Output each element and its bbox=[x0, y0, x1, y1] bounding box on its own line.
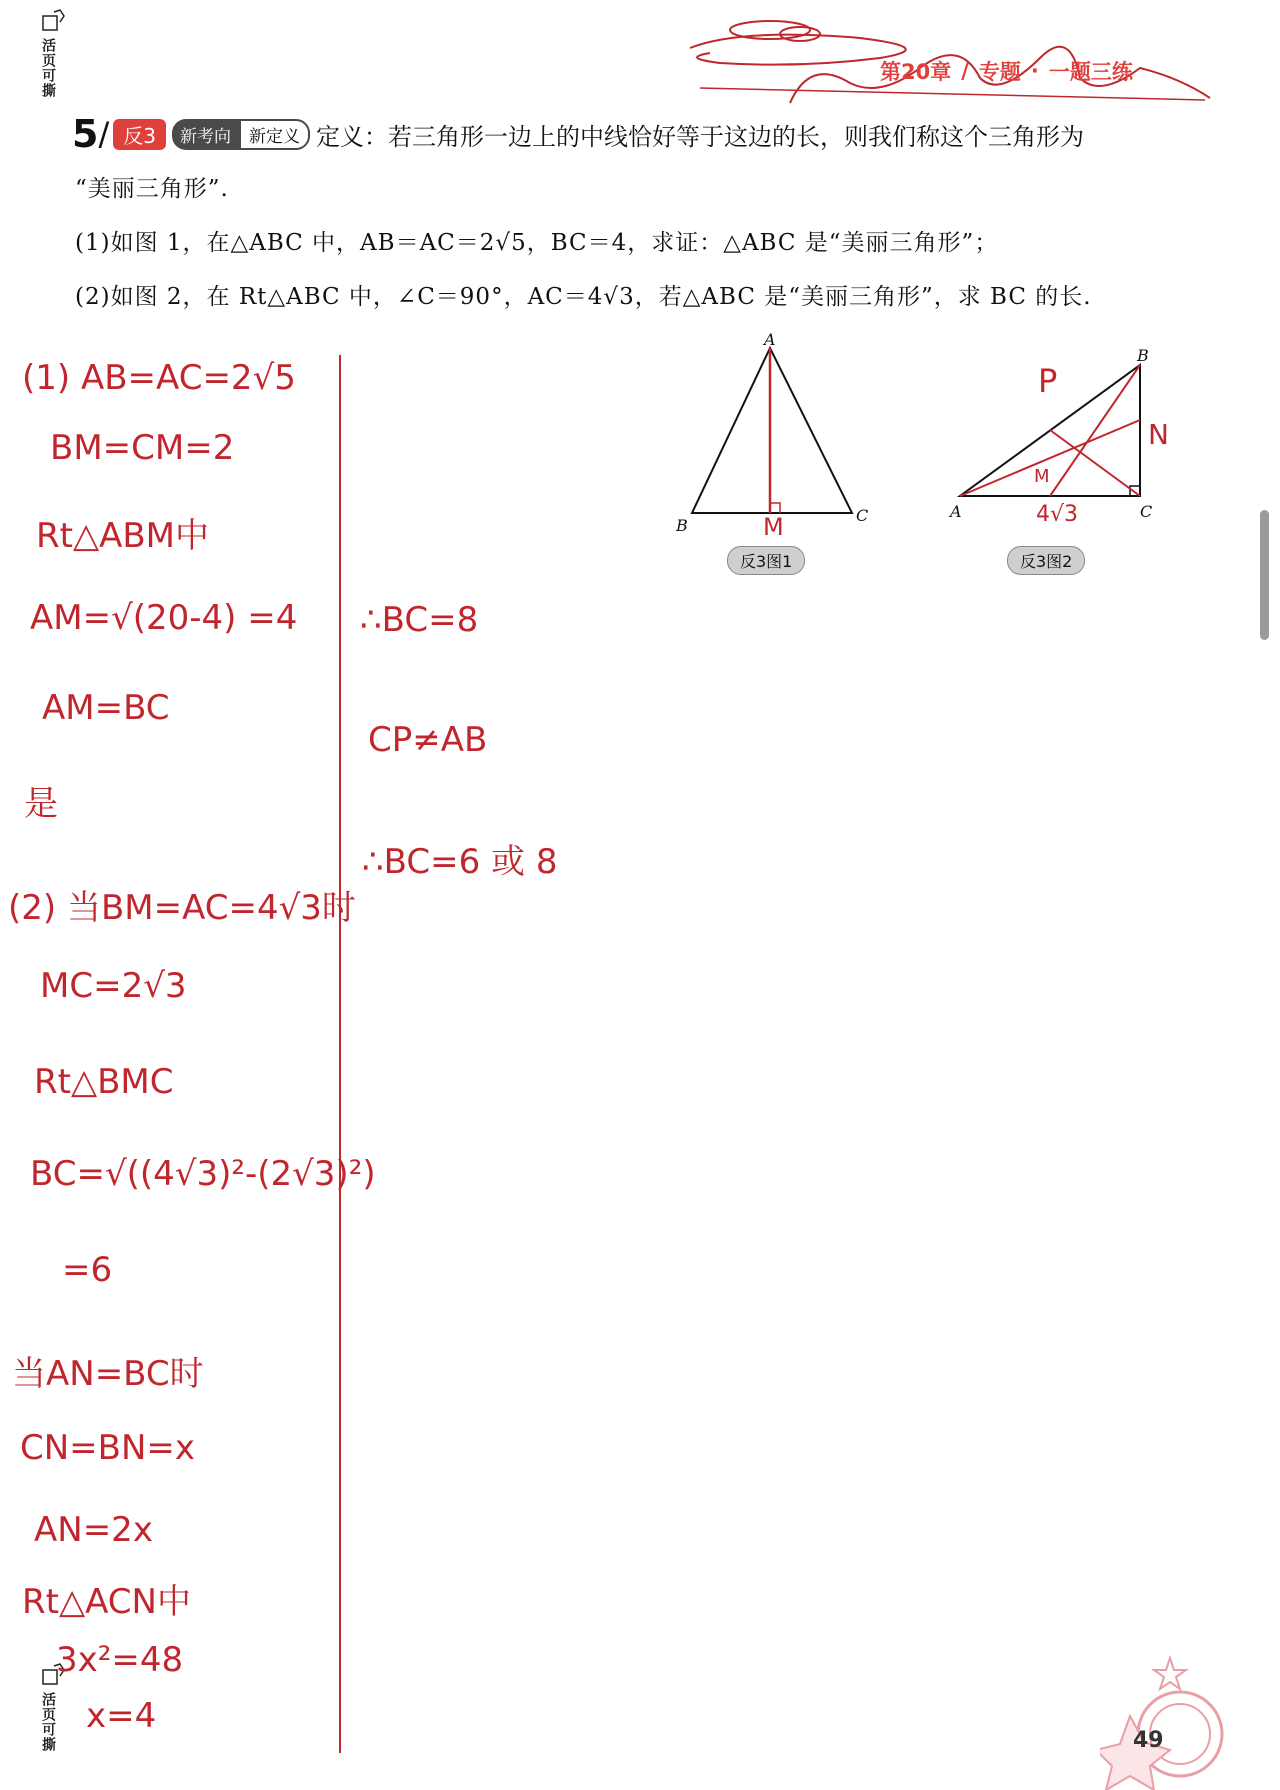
astronaut-mascot-icon bbox=[1100, 1646, 1276, 1790]
tear-tab-label-top: 活页可撕 bbox=[40, 38, 56, 98]
hw-left-1: (1) AB=AC=2√5 bbox=[22, 358, 296, 398]
series-label: 一题三练 bbox=[1048, 60, 1133, 84]
question-part-2: (2)如图 2，在 Rt△ABC 中，∠C＝90°，AC＝4√3，若△ABC 是“美丽三角形”，求 BC 的长. bbox=[75, 284, 1092, 310]
hw-left-11: =6 bbox=[62, 1250, 113, 1290]
hw-left-5: AM=BC bbox=[42, 688, 170, 728]
question-line-1: 定义：若三角形一边上的中线恰好等于这边的长，则我们称这个三角形为 bbox=[315, 122, 1084, 151]
variant-tag: 反3 bbox=[113, 119, 166, 150]
question-header: 5 / 反3 新考向 新定义 定义：若三角形一边上的中线恰好等于这边的长，则我们称这个三角形为 bbox=[72, 112, 1084, 156]
hw-right-3: ∴BC=6 或 8 bbox=[362, 842, 558, 882]
chapter-header: 第20章 / 专题 · 一题三练 bbox=[880, 56, 1133, 86]
fig2-label-n: N bbox=[1148, 418, 1169, 451]
question-line-2: “美丽三角形”. bbox=[75, 176, 229, 202]
fig2-label-b: B bbox=[1137, 346, 1149, 365]
figure-2-caption: 反3图2 bbox=[1007, 546, 1085, 575]
fig1-label-a: A bbox=[764, 330, 776, 349]
fig2-label-p: P bbox=[1038, 362, 1058, 400]
hw-left-4: AM=√(20-4) =4 bbox=[30, 598, 298, 638]
question-part-1: (1)如图 1，在△ABC 中，AB＝AC＝2√5，BC＝4，求证：△ABC 是“美丽三角形”； bbox=[75, 230, 999, 256]
scrollbar-thumb[interactable] bbox=[1260, 510, 1269, 640]
hw-right-2: CP≠AB bbox=[368, 720, 488, 760]
question-number: 5 bbox=[72, 112, 99, 156]
new-direction-tag: 新考向 bbox=[172, 119, 239, 150]
hw-left-12: 当AN=BC时 bbox=[12, 1354, 204, 1394]
fig1-label-c: C bbox=[856, 506, 869, 525]
hw-left-16: 3x²=48 bbox=[56, 1640, 184, 1680]
hw-left-8: MC=2√3 bbox=[40, 966, 187, 1006]
hw-left-3: Rt△ABM中 bbox=[36, 516, 210, 556]
hw-left-7: (2) 当BM=AC=4√3时 bbox=[8, 888, 356, 928]
hw-right-1: ∴BC=8 bbox=[360, 600, 479, 640]
fig2-ac-label: 4√3 bbox=[1036, 502, 1079, 527]
hw-left-10: BC=√((4√3)²-(2√3)²) bbox=[30, 1154, 376, 1194]
hw-left-17: x=4 bbox=[86, 1696, 157, 1736]
figure-1-triangle bbox=[670, 330, 870, 530]
fig2-label-m: M bbox=[1034, 466, 1050, 487]
fig1-label-m: M bbox=[763, 513, 784, 541]
fig1-label-b: B bbox=[676, 516, 688, 535]
page-number: 49 bbox=[1133, 1728, 1164, 1753]
chapter-label: 第20章 bbox=[880, 60, 952, 84]
hw-left-2: BM=CM=2 bbox=[50, 428, 235, 468]
figure-1-caption: 反3图1 bbox=[727, 546, 805, 575]
hw-left-14: AN=2x bbox=[34, 1510, 153, 1550]
hand-icon bbox=[40, 8, 68, 34]
tear-tab-top bbox=[40, 8, 68, 98]
new-definition-tag: 新定义 bbox=[239, 119, 310, 150]
hw-left-13: CN=BN=x bbox=[20, 1428, 196, 1468]
fig2-label-a: A bbox=[950, 502, 962, 521]
hw-left-15: Rt△ACN中 bbox=[22, 1582, 191, 1622]
hw-left-6: 是 bbox=[24, 784, 58, 824]
topic-label: 专题 bbox=[978, 60, 1021, 84]
fig2-label-c: C bbox=[1140, 502, 1153, 521]
handwriting-divider bbox=[339, 355, 341, 1753]
hw-left-9: Rt△BMC bbox=[34, 1062, 174, 1102]
tear-tab-label-bottom: 活页可撕 bbox=[40, 1692, 56, 1752]
